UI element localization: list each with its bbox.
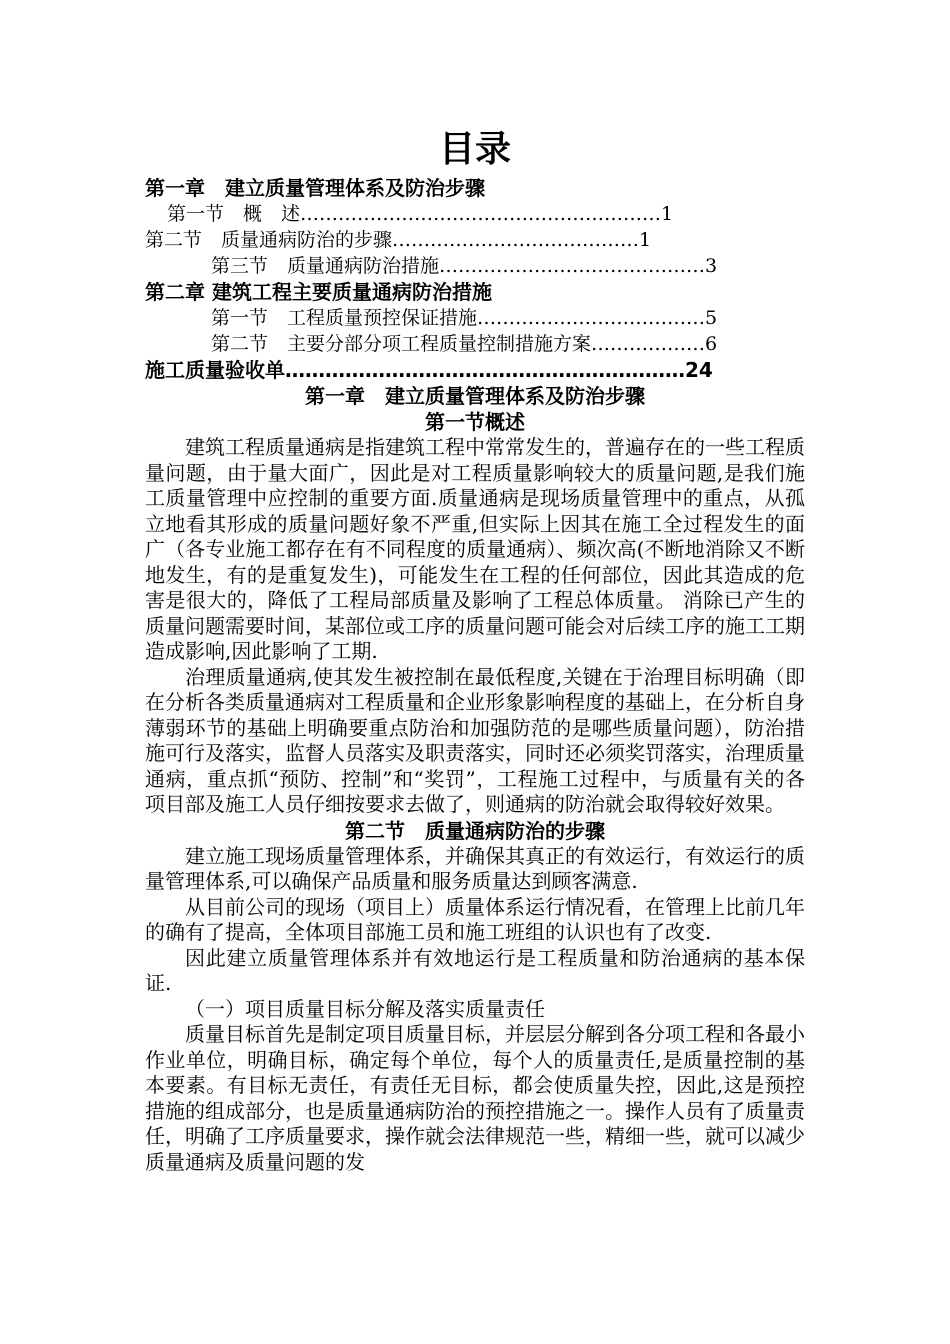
section-2-heading: 第二节 质量通病防治的步骤 xyxy=(345,818,605,843)
paragraph: 质量目标首先是制定项目质量目标，并层层分解到各分项工程和各最小作业单位，明确目标，确定每个单位，每个人的质量责任,是质量控制的基本要素。有目标无责任，有责任无目标，都会使质量失控，因此,这是预控措施的组成部分，也是质量通病防治的预控措施之一。操作人员有了质量责任，明确了工序质量要求，操作就会法律规范一些，精细一些，就可以减少质量通病及质量问题的发 xyxy=(145,1022,805,1174)
paragraph: 建筑工程质量通病是指建筑工程中常常发生的，普遍存在的一些工程质量问题，由于量大面广，因此是对工程质量影响较大的质量问题,是我们施工质量管理中应控制的重要方面.质量通病是现场质量管理中的重点，从孤立地看其形成的质量问题好象不严重,但实际上因其在施工全过程发生的面广（各专业施工都存在有不同程度的质量通病）、频次高(不断地消除又不断地发生，有的是重复发生)，可能发生在工程的任何部位，因此其造成的危害是很大的，降低了工程局部质量及影响了工程总体质量。 消除已产生的质量问题需要时间，某部位或工序的质量问题可能会对后续工序的施工工期造成影响,因此影响了工期. xyxy=(145,435,805,663)
section-1-heading: 第一节概述 xyxy=(425,410,525,434)
chapter-1-body xyxy=(145,383,805,1175)
toc-entry-ch1-section-2[interactable]: 第二节 质量通病防治的步骤…………………………………1 xyxy=(145,229,652,251)
paragraph: 建立施工现场质量管理体系，并确保其真正的有效运行，有效运行的质量管理体系,可以确保产品质量和服务质量达到顾客满意. xyxy=(145,843,805,893)
toc-entry-ch2-section-1[interactable]: 第一节 工程质量预控保证措施………………………………5 xyxy=(211,307,718,329)
toc-entry-acceptance-forms[interactable]: 施工质量验收单……………………………………………………24 xyxy=(145,358,713,382)
toc-entry-ch1-section-1[interactable]: 第一节 概 述…………………………………………………1 xyxy=(167,203,674,225)
toc-entry-chapter-1[interactable]: 第一章 建立质量管理体系及防治步骤 xyxy=(145,176,485,200)
document-page xyxy=(145,125,805,1175)
toc-entry-ch2-section-2[interactable]: 第二节 主要分部分项工程质量控制措施方案………………6 xyxy=(211,333,718,355)
toc-entry-ch1-section-3[interactable]: 第三节 质量通病防治措施……………………………………3 xyxy=(211,255,718,277)
toc-entry-chapter-2[interactable]: 第二章 建筑工程主要质量通病防治措施 xyxy=(145,280,492,304)
paragraph: 从目前公司的现场（项目上）质量体系运行情况看，在管理上比前几年的确有了提高，全体项目部施工员和施工班组的认识也有了改变. xyxy=(145,894,805,944)
document-title: 目录 xyxy=(438,129,511,170)
chapter-1-heading: 第一章 建立质量管理体系及防治步骤 xyxy=(305,384,645,408)
paragraph: 治理质量通病,使其发生被控制在最低程度,关键在于治理目标明确（即在分析各类质量通病对工程质量和企业形象影响程度的基础上，在分析自身薄弱环节的基础上明确要重点防治和加强防范的是哪些质量问题），防治措施可行及落实，监督人员落实及职责落实，同时还必须奖罚落实，治理质量通病，重点抓“预防、控制”和“奖罚”，工程施工过程中，与质量有关的各项目部及施工人员仔细按要求去做了，则通病的防治就会取得较好效果。 xyxy=(145,664,805,816)
paragraph: 因此建立质量管理体系并有效地运行是工程质量和防治通病的基本保证. xyxy=(145,945,805,995)
table-of-contents xyxy=(145,175,805,383)
subsection-heading: （一）项目质量目标分解及落实质量责任 xyxy=(185,996,545,1021)
